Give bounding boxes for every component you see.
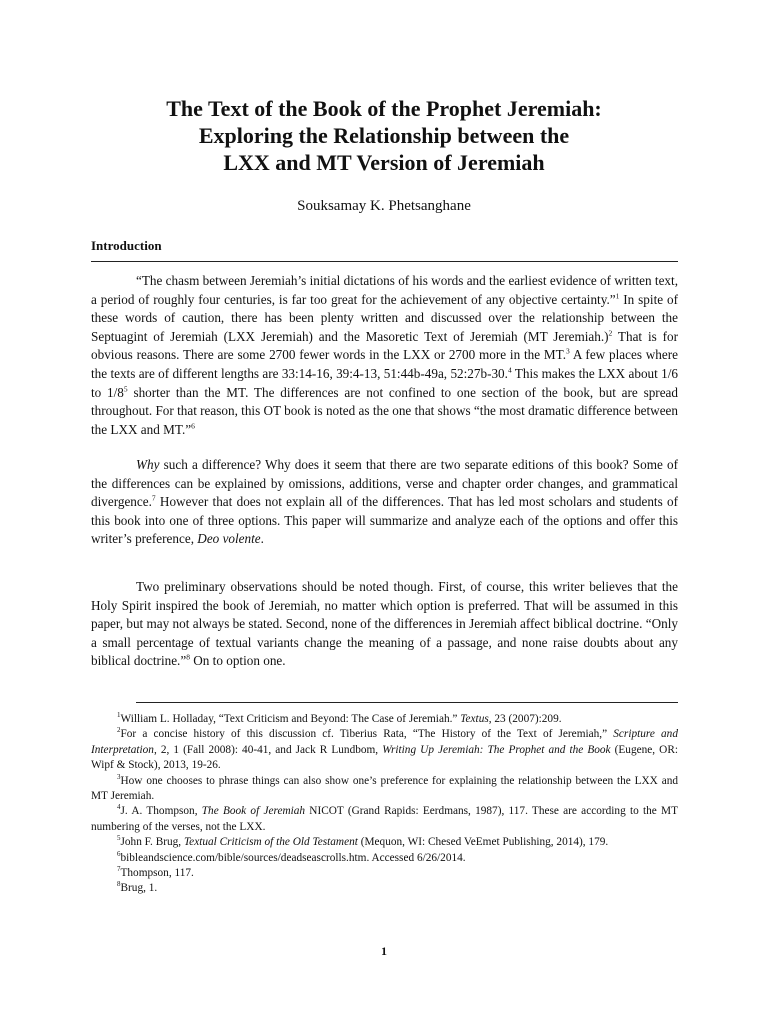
- footnote-number: 5: [117, 834, 121, 843]
- footnote-3: [91, 774, 678, 805]
- footnote-text: For a concise history of this discussion cf. Tiberius Rata, “The History of the Text of Jeremiah,”: [120, 728, 614, 741]
- footnote-italic: Scripture and Interpretation: [91, 728, 678, 756]
- footnote-italic: Textus: [460, 713, 489, 725]
- p2-text-2: However that does not explain all of the differences. That has led most scholars and students of this book into one of three options. This paper will summarize and analyze each of the options and offer this writer’s preference,: [91, 494, 678, 547]
- footnote-ref-6[interactable]: 6: [191, 421, 195, 431]
- footnote-text: William L. Holladay, “Text Criticism and Beyond: The Case of Jeremiah.”: [120, 713, 461, 725]
- footnote-ref-1[interactable]: 1: [615, 291, 620, 301]
- p2-text-end: .: [260, 531, 264, 547]
- footnotes: [91, 712, 678, 897]
- page-number: 1: [381, 944, 387, 958]
- footnote-number: 1: [117, 711, 121, 720]
- footnote-text: John F. Brug,: [120, 836, 184, 849]
- paragraph-1: [91, 272, 678, 439]
- p1-text-1: “The chasm between Jeremiah’s initial dictations of his words and the earliest evidence of written text, a period of roughly four centuries, is far too great for the achievement of any objective certainty.”: [91, 273, 678, 307]
- p1-text-6: shorter than the MT. The differences are not confined to one section of the book, but are spread throughout. For that reason, this OT book is noted as the one that shows “the most dramatic difference between the LXX and MT.”: [91, 384, 678, 437]
- footnote-ref-4[interactable]: 4: [507, 365, 512, 375]
- footnote-italic: Textual Criticism of the Old Testament: [183, 836, 358, 849]
- footnote-6: [91, 851, 678, 866]
- footnote-text: NICOT (Grand Rapids: Eerdmans, 1987), 117. These are according to the MT numbering of the verses, not the LXX.: [91, 805, 678, 833]
- title-line-1: The Text of the Book of the Prophet Jeremiah:: [166, 96, 602, 121]
- footnote-number: 6: [117, 849, 121, 858]
- footnote-ref-5[interactable]: 5: [123, 384, 128, 394]
- section-heading-introduction: Introduction: [91, 238, 162, 253]
- p1-text-5: This makes the LXX about 1/6 to 1/8: [91, 365, 678, 400]
- footnote-text: , 2, 1 (Fall 2008): 40-41, and Jack R Lundbom,: [153, 743, 383, 756]
- footnote-ref-7[interactable]: 7: [151, 493, 156, 503]
- footnote-text: How one chooses to phrase things can also show one’s preference for explaining the relationship between the LXX and MT Jeremiah.: [91, 774, 678, 803]
- title-line-2: Exploring the Relationship between the: [198, 123, 570, 148]
- footnote-7: [91, 866, 678, 881]
- footnote-ref-8[interactable]: 8: [186, 652, 190, 662]
- footnote-link[interactable]: bibleandscience.com/bible/sources/deadseascrolls.htm. Accessed 6/26/2014.: [120, 851, 466, 864]
- footnote-ref-2[interactable]: 2: [608, 328, 613, 338]
- footnote-text: (Mequon, WI: Chesed VeEmet Publishing, 2014), 179.: [357, 836, 609, 849]
- footnote-number: 7: [117, 865, 121, 874]
- heading-divider: [91, 261, 678, 262]
- title-line-3: LXX and MT Version of Jeremiah: [223, 150, 545, 175]
- footnote-4: [91, 804, 678, 835]
- p3-text-2: On to option one.: [189, 653, 286, 669]
- footnote-8: [91, 881, 678, 896]
- p1-text-3: That is for obvious reasons. There are some 2700 fewer words in the LXX or 2700 more in the MT.: [91, 328, 678, 363]
- footnote-text: J. A. Thompson,: [120, 805, 202, 818]
- footnote-divider: [136, 702, 678, 703]
- paragraph-3: [91, 578, 678, 671]
- paragraph-2: [91, 456, 678, 549]
- footnote-5: [91, 835, 678, 850]
- footnote-text: (Eugene, OR: Wipf & Stock), 2013, 19-26.: [91, 743, 678, 772]
- footnote-ref-3[interactable]: 3: [566, 346, 570, 356]
- footnote-2: [91, 727, 678, 773]
- footnote-number: 8: [117, 880, 121, 889]
- footnote-italic: Writing Up Jeremiah: The Prophet and the Book: [382, 743, 611, 756]
- footnote-number: 2: [117, 726, 121, 735]
- footnote-text: , 23 (2007):209.: [488, 713, 562, 725]
- p1-text-2: In spite of these words of caution, there has been plenty written and discussed over the relationship between the Septuagint of Jeremiah (LXX Jeremiah) and the Masoretic Text of Jeremiah (MT Jeremiah.): [91, 291, 678, 344]
- footnote-number: 3: [117, 772, 121, 781]
- footnote-italic: The Book of Jeremiah: [201, 805, 306, 818]
- footnote-text: Thompson, 117.: [120, 867, 194, 880]
- footnote-number: 4: [117, 803, 121, 812]
- p2-emphasis-why: Why: [136, 457, 160, 472]
- footnote-1: [91, 712, 678, 727]
- document-title: [90, 95, 678, 176]
- p2-emphasis-deo-volente: Deo volente: [197, 531, 261, 547]
- footnote-text: Brug, 1.: [120, 882, 158, 895]
- author-name: Souksamay K. Phetsanghane: [297, 198, 471, 214]
- p2-text-1: such a difference? Why does it seem that there are two separate editions of this book? Some of the differences can be explained by omissions, additions, verse and chapter order changes, and grammatical divergence.: [91, 457, 678, 510]
- p1-text-4: A few places where the texts are of different lengths are 33:14-16, 39:4-13, 51:44b-49a, 52:27b-30.: [91, 347, 678, 381]
- p3-text-1: Two preliminary observations should be noted though. First, of course, this writer believes that the Holy Spirit inspired the book of Jeremiah, no matter which option is preferred. That will be assumed in this paper, but may not always be stated. Second, none of the differences in Jeremiah affect biblical doctrine. “Only a small percentage of textual variants change the meaning of a passage, and none raise doubts about any biblical doctrine.”: [91, 579, 678, 669]
